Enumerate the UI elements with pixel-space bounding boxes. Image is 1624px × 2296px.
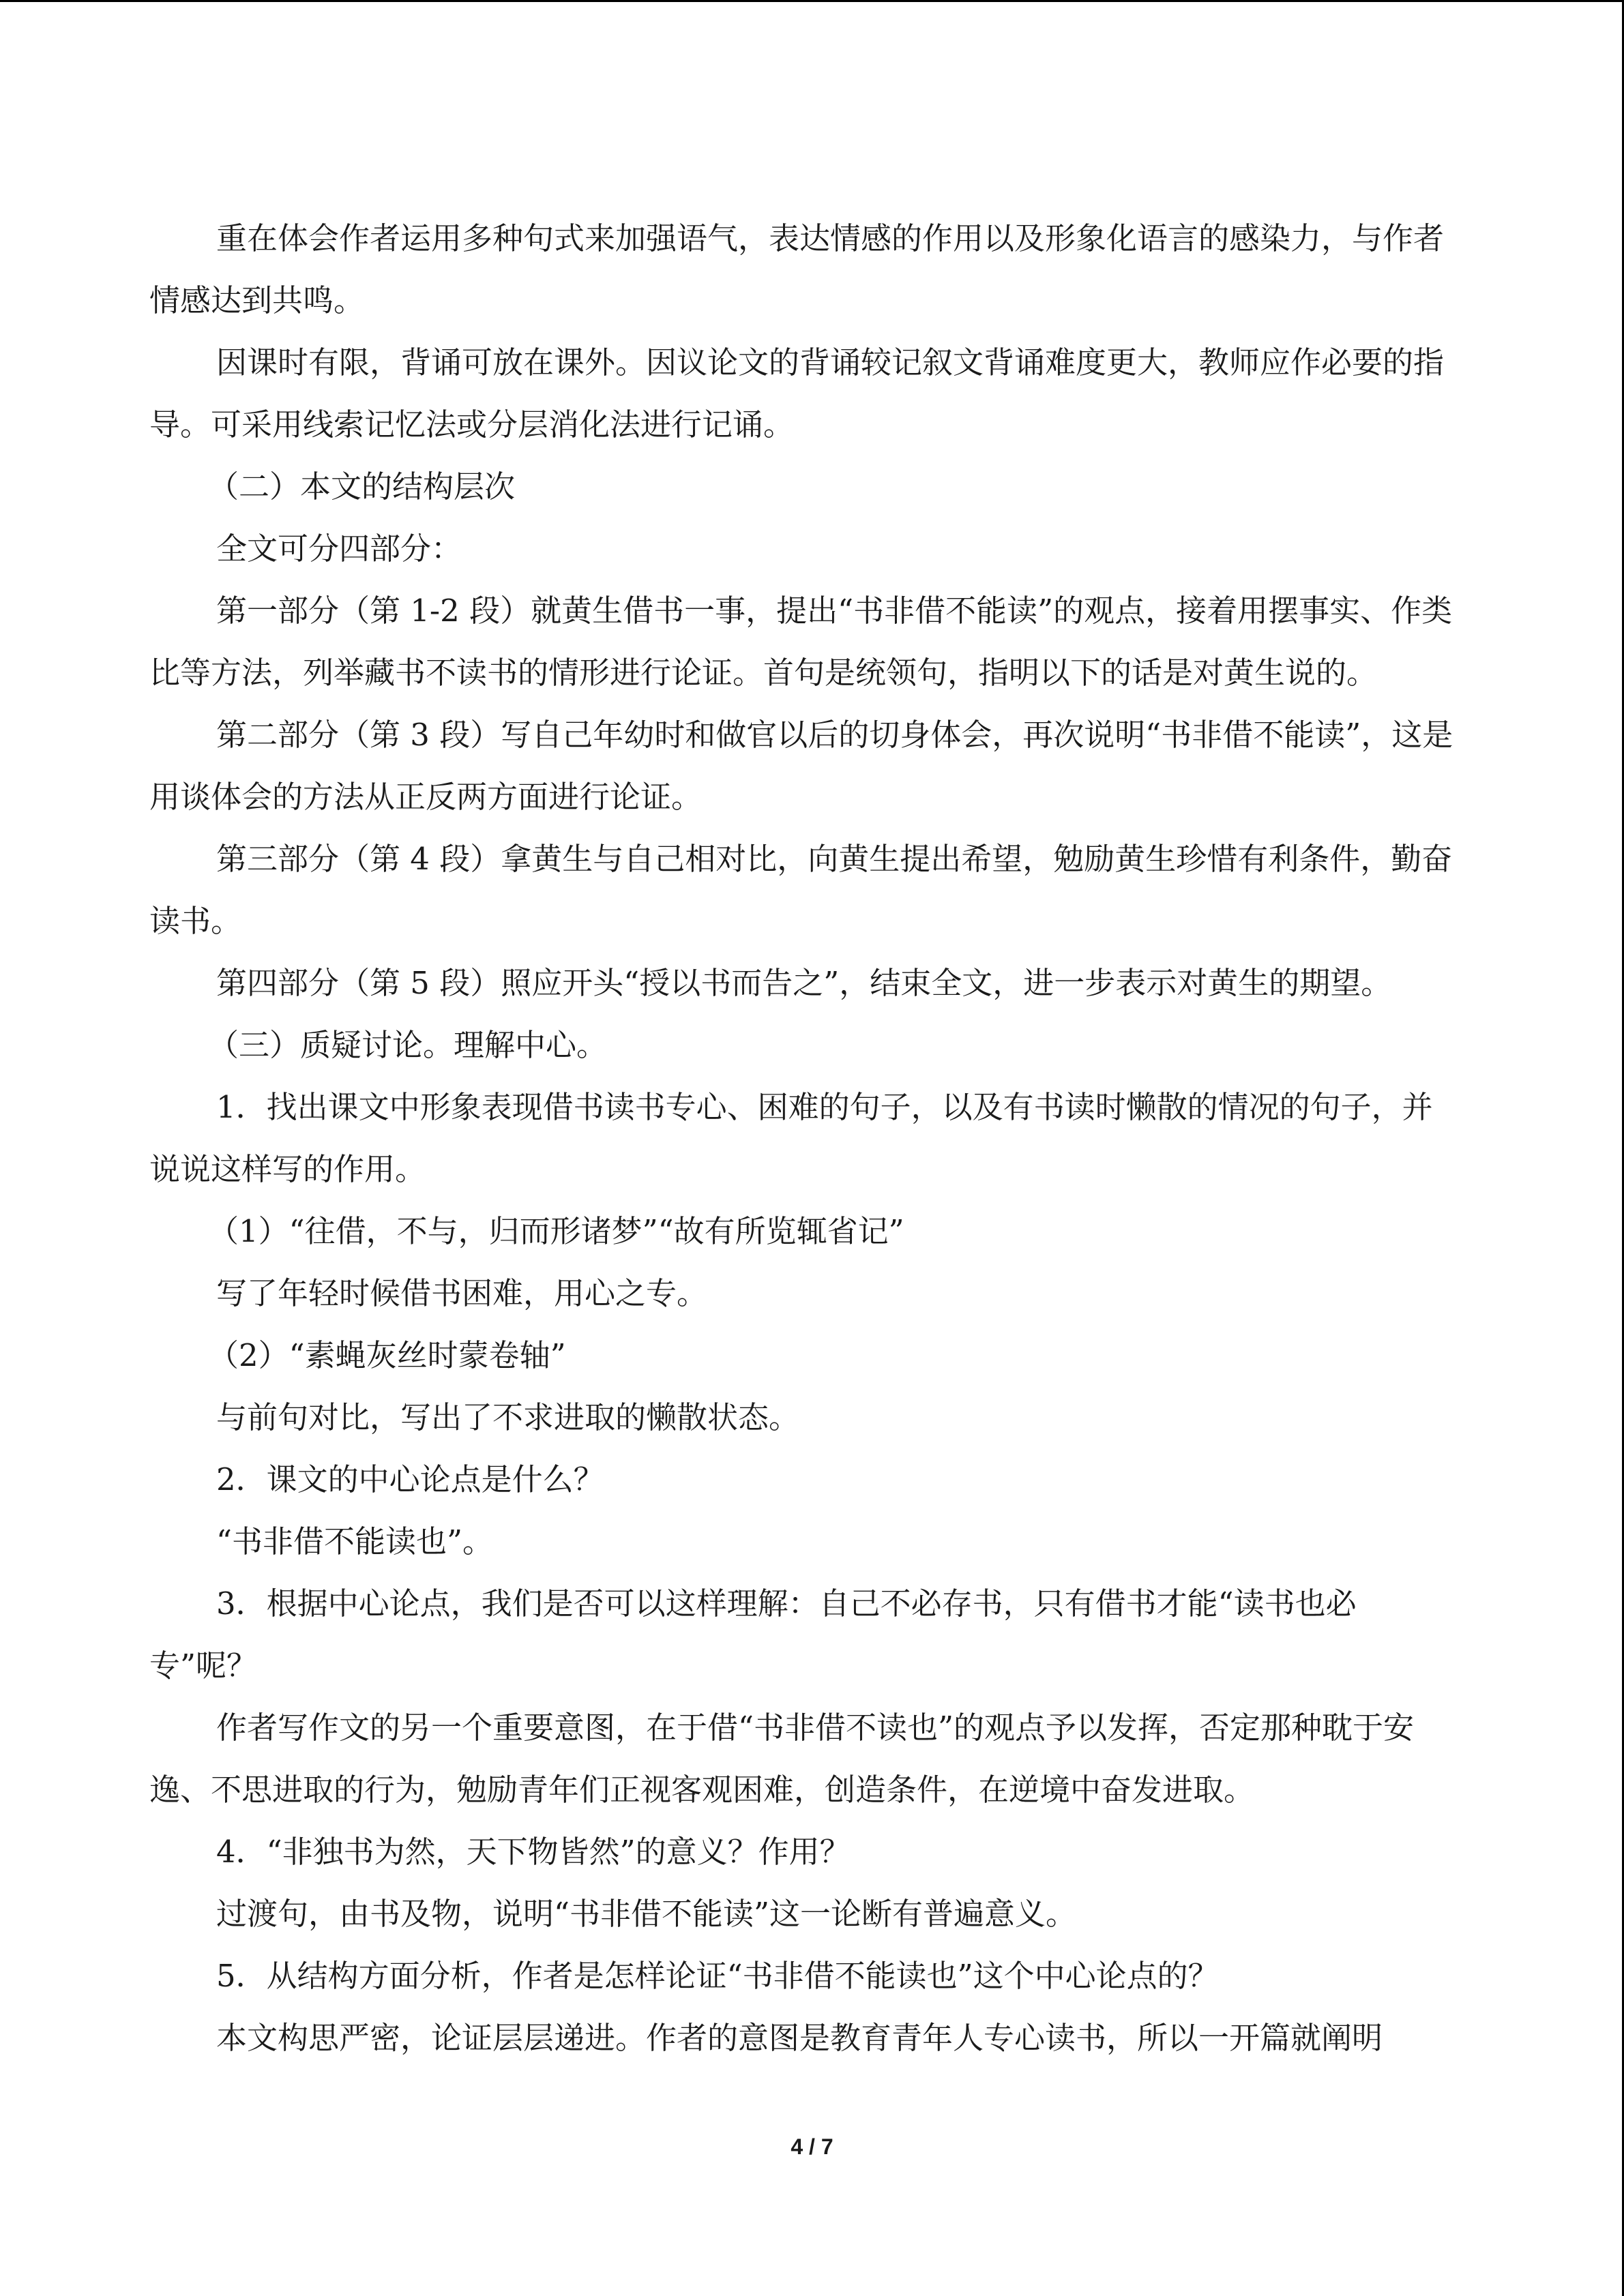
top-border-rule [0, 0, 1624, 2]
page-number: 4 / 7 [791, 2134, 833, 2159]
question-paragraph: 5．从结构方面分析，作者是怎样论证“书非借不能读也”这个中心论点的？ [216, 1958, 1219, 1994]
question-paragraph: 2．课文的中心论点是什么？ [216, 1461, 604, 1497]
answer-paragraph: 过渡句，由书及物，说明“书非借不能读”这一论断有普遍意义。 [216, 1896, 1077, 1932]
paragraph: 第三部分（第 4 段）拿黄生与自己相对比，向黄生提出希望，勉励黄生珍惜有利条件，勤奋读书。 [149, 841, 1453, 939]
question-paragraph: 3．根据中心论点，我们是否可以这样理解：自己不必存书，只有借书才能“读书也必专”呢？ [149, 1585, 1357, 1684]
document-body [149, 207, 1456, 2069]
question-paragraph: 4．“非独书为然，天下物皆然”的意义？作用？ [216, 1834, 851, 1870]
paragraph: 写了年轻时候借书困难，用心之专。 [216, 1275, 708, 1311]
paragraph: 第一部分（第 1-2 段）就黄生借书一事，提出“书非借不能读”的观点，接着用摆事实、作类比等方法，列举藏书不读书的情形进行论证。首句是统领句，指明以下的话是对黄生说的。 [149, 593, 1453, 691]
quote-item: （1）“往借，不与，归而形诸梦”“故有所览辄省记” [208, 1213, 904, 1249]
paragraph: 因课时有限，背诵可放在课外。因议论文的背诵较记叙文背诵难度更大，教师应作必要的指导。可采用线索记忆法或分层消化法进行记诵。 [149, 344, 1445, 443]
answer-paragraph: 本文构思严密，论证层层递进。作者的意图是教育青年人专心读书，所以一开篇就阐明 [216, 2020, 1383, 2056]
paragraph: 重在体会作者运用多种句式来加强语气，表达情感的作用以及形象化语言的感染力，与作者情感达到共鸣。 [149, 220, 1445, 318]
section-heading: （三）质疑讨论。理解中心。 [208, 1027, 608, 1063]
paragraph: 与前句对比，写出了不求进取的懒散状态。 [216, 1399, 800, 1435]
answer-paragraph: 作者写作文的另一个重要意图，在于借“书非借不读也”的观点予以发挥，否定那种耽于安逸、不思进取的行为，勉励青年们正视客观困难，创造条件，在逆境中奋发进取。 [149, 1710, 1415, 1808]
question-paragraph: 1．找出课文中形象表现借书读书专心、困难的句子，以及有书读时懒散的情况的句子，并说说这样写的作用。 [149, 1089, 1433, 1187]
paragraph: 第二部分（第 3 段）写自己年幼时和做官以后的切身体会，再次说明“书非借不能读”，这是用谈体会的方法从正反两方面进行论证。 [149, 717, 1453, 815]
section-heading: （二）本文的结构层次 [208, 468, 516, 505]
paragraph: 全文可分四部分： [216, 531, 462, 567]
answer-paragraph: “书非借不能读也”。 [216, 1523, 494, 1560]
quote-item: （2）“素蝇灰丝时蒙卷轴” [208, 1337, 566, 1373]
paragraph: 第四部分（第 5 段）照应开头“授以书而告之”，结束全文，进一步表示对黄生的期望。 [216, 965, 1392, 1001]
